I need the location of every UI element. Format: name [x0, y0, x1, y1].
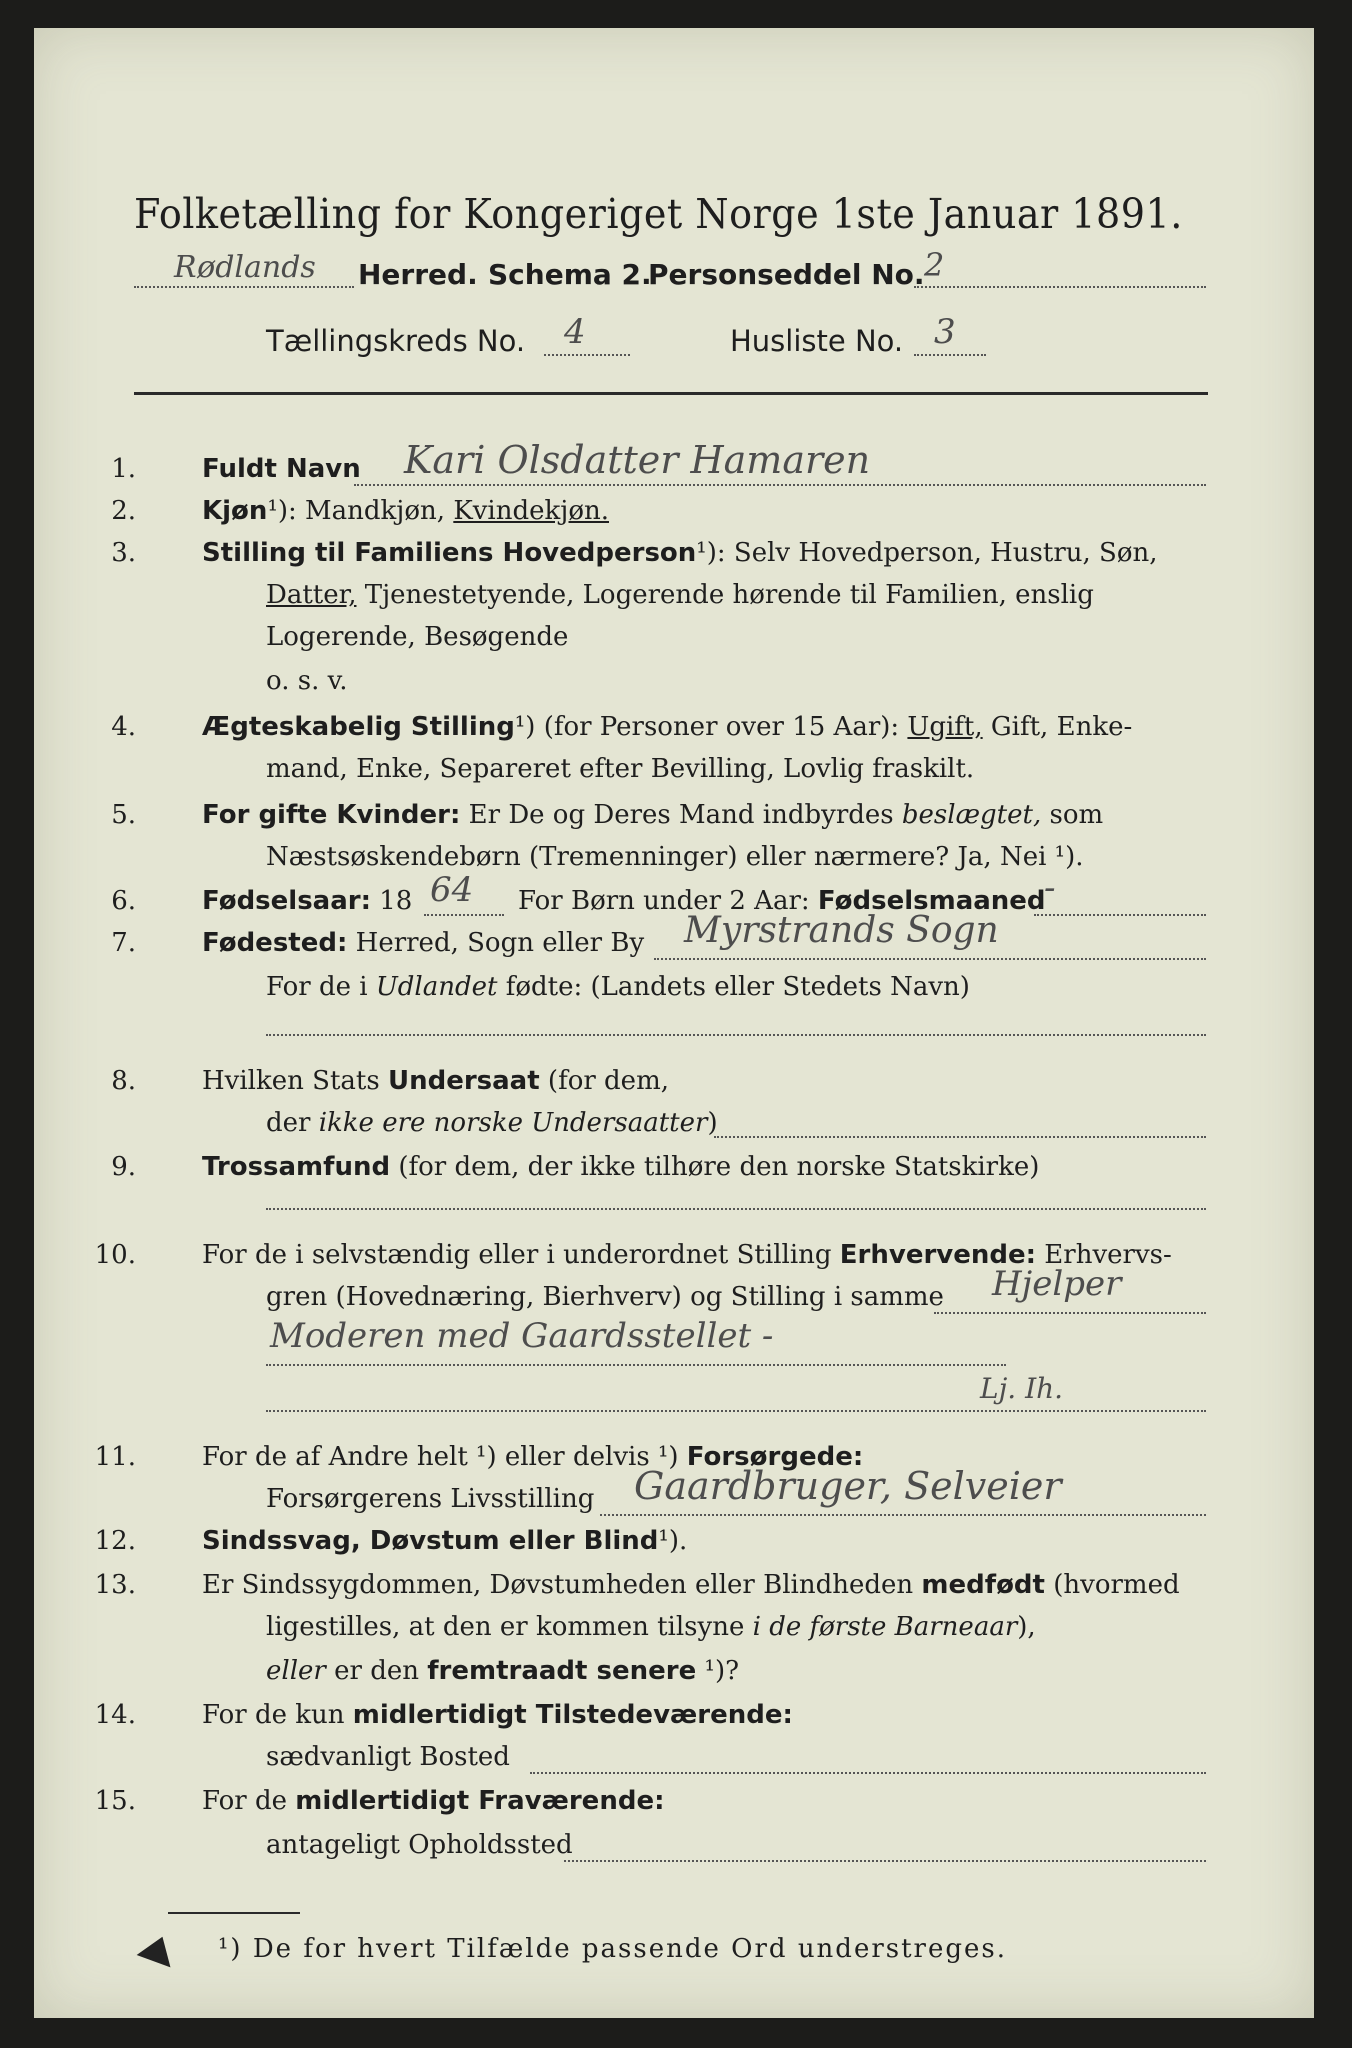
item-11-l1-bold: Forsørgede: [686, 1442, 864, 1472]
item-10-dotted-line-1 [934, 1312, 1206, 1314]
item-6-month-dotted-line [1034, 914, 1206, 916]
item-6-number: 6. [111, 886, 136, 916]
item-4-l1-tail: Gift, Enke- [982, 712, 1133, 742]
item-4-l1-rest: ¹) (for Personer over 15 Aar): [514, 712, 908, 742]
schema-label: Schema 2. [488, 258, 652, 291]
item-13-l1-a: Er Sindssygdommen, Døvstumheden eller Blindheden [202, 1570, 922, 1600]
item-7-line-2 [266, 972, 970, 1002]
item-13-l3-a: er den [325, 1656, 428, 1686]
item-7-rest: Herred, Sogn eller By [347, 928, 645, 958]
item-7-value: Myrstrands Sogn [684, 910, 999, 951]
item-6-prefix: 18 [379, 886, 413, 916]
item-4-number: 4. [111, 712, 136, 742]
footnote-text: ¹) De for hvert Tilfælde passende Ord understreges. [218, 1934, 1008, 1964]
item-14-l1-bold: midlertidigt Tilstedeværende: [352, 1700, 793, 1730]
item-7-l2-italic: Udlandet [375, 972, 498, 1002]
item-13-line-2 [266, 1612, 1036, 1642]
item-10-l1-a: For de i selvstændig eller i underordnet Stilling [202, 1240, 840, 1270]
item-3-number: 3. [111, 538, 136, 568]
item-8-l2-b: ) [707, 1108, 718, 1138]
husliste-label: Husliste No. [730, 324, 904, 358]
husliste-dotted-line [914, 354, 986, 356]
item-13-line-3 [266, 1656, 739, 1686]
item-9-number: 9. [111, 1152, 136, 1182]
item-10-value-3: Lj. Ih. [980, 1372, 1064, 1405]
item-9-dotted-line [266, 1208, 1206, 1210]
item-14-dotted-line [530, 1772, 1206, 1774]
item-14-line-2: sædvanligt Bosted [266, 1742, 510, 1772]
item-13-l1-b: (hvormed [1044, 1570, 1180, 1600]
item-8-dotted-line [714, 1136, 1206, 1138]
item-8-l2-italic: ikke ere norske Undersaatter [318, 1108, 708, 1138]
item-6-rest-bold: Fødselsmaaned [817, 886, 1046, 916]
item-10-value-1: Hjelper [992, 1264, 1122, 1304]
item-14-l1-a: For de kun [202, 1700, 353, 1730]
item-2-sup: ¹ [267, 496, 278, 526]
item-14-number: 14. [94, 1700, 136, 1730]
item-12-number: 12. [94, 1526, 136, 1556]
item-8-label-bold: Undersaat [387, 1066, 540, 1096]
item-7-label: Fødested: [202, 928, 348, 958]
item-15-line-1 [202, 1786, 664, 1816]
item-3-l2-rest: Tjenestetyende, Logerende hørende til Familien, enslig [356, 580, 1094, 610]
item-5-label: For gifte Kvinder: [202, 800, 461, 830]
item-11-l1-a: For de af Andre helt ¹) eller delvis ¹) [202, 1442, 687, 1472]
form-title: Folketælling for Kongeriget Norge 1ste Januar 1891. [134, 190, 1183, 238]
item-5-line-1 [202, 800, 1103, 830]
item-6-year-value: 64 [430, 870, 474, 910]
item-6-rest: For Børn under 2 Aar: [518, 886, 810, 916]
item-12-label: Sindssvag, Døvstum eller Blind [202, 1526, 659, 1556]
item-12-rest: ¹). [658, 1526, 688, 1556]
item-13-l1-bold: medfødt [921, 1570, 1045, 1600]
item-10-number: 10. [94, 1240, 136, 1270]
kreds-dotted-line [544, 354, 630, 356]
item-1-value: Kari Olsdatter Hamaren [404, 438, 871, 482]
item-2-label: Kjøn [202, 496, 268, 526]
item-9-label: Trossamfund [202, 1152, 391, 1182]
item-15-line-2: antageligt Opholdssted [266, 1830, 573, 1860]
item-11-value: Gaardbruger, Selveier [634, 1464, 1062, 1508]
item-11-dotted-line [600, 1514, 1206, 1516]
item-2-underlined: Kvindekjøn. [453, 496, 609, 526]
item-15-l1-a: For de [202, 1786, 296, 1816]
item-12-line [202, 1526, 687, 1556]
ink-blot-mark [137, 1931, 180, 1968]
item-13-l3-bold: fremtraadt senere [427, 1656, 697, 1686]
personseddel-dotted-line [914, 286, 1206, 288]
item-13-line-1 [202, 1570, 1180, 1600]
item-13-l2-a: ligestilles, at den er kommen tilsyne [266, 1612, 753, 1642]
item-5-l1-italic: beslægtet, [901, 800, 1042, 830]
item-10-dotted-line-3 [266, 1410, 1206, 1412]
item-13-l2-italic: i de første Barneaar [752, 1612, 1018, 1642]
item-3-line-4: o. s. v. [266, 666, 348, 696]
item-13-l2-b: ), [1017, 1612, 1036, 1642]
item-4-line-1 [202, 712, 1132, 742]
herred-label: Herred. [358, 258, 478, 291]
item-7-l2-b: fødte: (Landets eller Stedets Navn) [497, 972, 970, 1002]
item-3-label: Stilling til Familiens Hovedperson [202, 538, 697, 568]
item-13-number: 13. [94, 1570, 136, 1600]
item-4-l1-underlined: Ugift, [907, 712, 983, 742]
item-7-number: 7. [111, 928, 136, 958]
footnote-rule [168, 1912, 300, 1914]
item-13-l3-italic: eller [266, 1656, 326, 1686]
item-15-number: 15. [94, 1786, 136, 1816]
item-11-line-2: Forsørgerens Livsstilling [266, 1484, 595, 1514]
item-9-rest: (for dem, der ikke tilhøre den norske Statskirke) [390, 1152, 1040, 1182]
herred-value: Rødlands [174, 250, 316, 285]
item-7-dotted-line-2 [266, 1034, 1206, 1036]
item-7-l2-a: For de i [266, 972, 376, 1002]
item-4-line-2: mand, Enke, Separeret efter Bevilling, Lovlig fraskilt. [266, 754, 975, 784]
item-10-l1-bold: Erhvervende: [839, 1240, 1037, 1270]
item-15-l1-bold: midlertidigt Fraværende: [295, 1786, 665, 1816]
item-5-line-2: Næstsøskendebørn (Tremenninger) eller nærmere? Ja, Nei ¹). [266, 842, 1084, 872]
personseddel-label: Personseddel No. [648, 258, 925, 291]
item-5-l1-tail: som [1041, 800, 1104, 830]
item-2-number: 2. [111, 496, 136, 526]
item-8-line-1 [202, 1066, 669, 1096]
item-3-line-3: Logerende, Besøgende [266, 622, 569, 652]
item-6-year-dotted-line [424, 914, 504, 916]
item-8-number: 8. [111, 1066, 136, 1096]
item-6-line [202, 886, 412, 916]
kreds-label: Tællingskreds No. [266, 324, 526, 358]
item-7-dotted-line [654, 958, 1206, 960]
item-3-l2-underlined: Datter, [266, 580, 357, 610]
item-6-month-value: - [1044, 868, 1056, 908]
item-1-dotted-line [354, 484, 1206, 486]
item-14-line-1 [202, 1700, 793, 1730]
item-3-line-1 [202, 538, 1158, 568]
item-2-line [202, 496, 609, 526]
item-9-line [202, 1152, 1039, 1182]
item-1-number: 1. [111, 454, 136, 484]
item-1-label [202, 454, 361, 484]
item-8-l2-a: der [266, 1108, 319, 1138]
item-8-l1-rest: (for dem, [539, 1066, 669, 1096]
census-form-sheet [34, 28, 1314, 2018]
kreds-value: 4 [564, 312, 586, 352]
husliste-value: 3 [934, 312, 956, 352]
personseddel-value: 2 [924, 246, 945, 284]
item-6-label: Fødselsaar: [202, 886, 371, 916]
header-rule [134, 392, 1208, 395]
item-3-line-2 [266, 580, 1094, 610]
item-1-label-text: Fuldt Navn [202, 454, 361, 484]
item-5-l1-rest: Er De og Deres Mand indbyrdes [460, 800, 902, 830]
item-10-dotted-line-2 [266, 1364, 1006, 1366]
item-15-dotted-line [564, 1860, 1206, 1862]
item-7-line-1 [202, 928, 644, 958]
item-10-value-2: Moderen med Gaardsstellet - [270, 1316, 774, 1356]
item-4-label: Ægteskabelig Stilling [202, 712, 515, 742]
item-2-rest: ): Mandkjøn, [277, 496, 446, 526]
herred-dotted-line [134, 286, 354, 288]
item-13-l3-b: ¹)? [696, 1656, 740, 1686]
item-8-line-2 [266, 1108, 718, 1138]
item-10-l1-b: Erhvervs- [1036, 1240, 1172, 1270]
item-3-l1-rest: ¹): Selv Hovedperson, Hustru, Søn, [696, 538, 1158, 568]
item-11-number: 11. [94, 1442, 136, 1472]
item-10-line-2: gren (Hovednæring, Bierhverv) og Stilling i samme [266, 1282, 944, 1312]
item-5-number: 5. [111, 800, 136, 830]
item-8-label: Hvilken Stats [202, 1066, 380, 1096]
